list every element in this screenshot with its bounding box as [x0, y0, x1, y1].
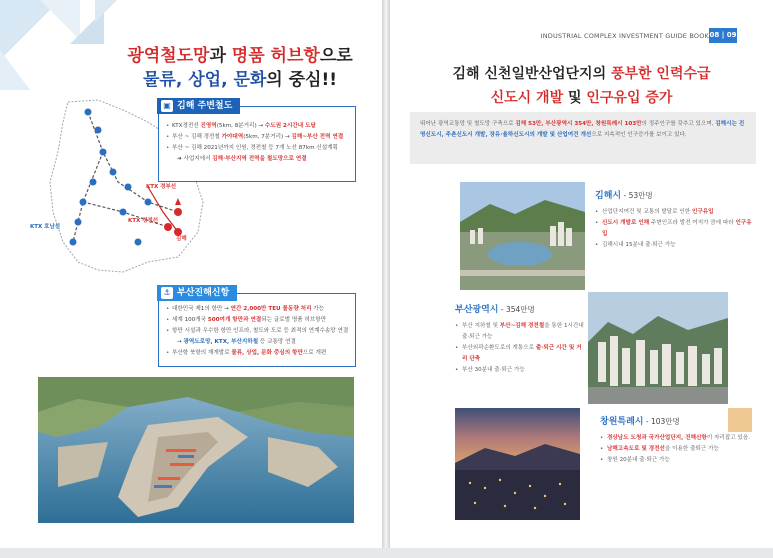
intro-text: 뛰어난 광역교통망 및 철도망 구축으로 — [420, 121, 516, 127]
intro-hl: 김해시는 진영신도시, 주촌신도시 개발, 장유·율하신도시의 개발 및 산업여건 개선 — [420, 121, 745, 138]
changwon-info — [600, 414, 750, 466]
rail-arrow-hl: 김해·부산지역 전역을 철도망으로 연결 — [212, 156, 307, 162]
city-pop: - 53만명 — [621, 191, 653, 200]
busan-city-photo — [588, 292, 728, 404]
port-bullet-hl: 연간 2,000만 TEU 물동량 처리 — [230, 306, 312, 312]
rail-bullet-list — [165, 121, 353, 165]
port-aerial-photo — [38, 377, 354, 523]
port-bullet-list — [165, 304, 353, 359]
city-bullet-hl: 신도시 개발로 인해 — [602, 220, 650, 226]
city-bullet-text: 부산 30분내 출·퇴근 가능 — [462, 367, 525, 373]
city-bullet-hl: 부산~김해 경전철 — [499, 323, 545, 329]
city-bullet — [595, 240, 755, 251]
left-page — [0, 0, 382, 548]
city-bullet — [595, 218, 755, 240]
city-bullet-hl: 남해고속도로 및 경전선 — [607, 446, 665, 452]
rail-arrow-text: ➜ 사업지에서 — [177, 156, 213, 162]
guidebook-header: INDUSTRIAL COMPLEX INVESTMENT GUIDE BOOK — [540, 32, 709, 40]
rail-bullet-text: KTX경전선 — [172, 123, 201, 129]
city-bullet — [455, 343, 585, 365]
rail-bullet-hl: 진영역 — [200, 123, 217, 129]
rail-arrow-item — [165, 154, 353, 165]
port-bullet — [165, 326, 353, 337]
gimhae-title — [595, 188, 755, 201]
ktx-gyeongbu-label: KTX 경부선 — [146, 184, 177, 190]
title-text: 및 — [563, 90, 587, 106]
rail-bullet-hl: 수도권 2시간내 도달 — [264, 123, 316, 129]
intro-text: 의 정주인구를 갖추고 있으며, — [641, 121, 716, 127]
page-numbers: 08 | 09 — [709, 28, 737, 43]
city-bullet-text: 을 통한 1시간내 출·퇴근 가능 — [462, 323, 584, 340]
gimhae-city-photo — [460, 182, 585, 290]
left-headline — [110, 44, 370, 92]
ktx-gyeongjeon-label: KTX 경전선 — [128, 218, 159, 224]
port-bullet-text: 되는 글로벌 명품 허브항만 — [261, 317, 327, 323]
city-bullet-hl: 경상남도 도청과 국가산업단지, 진해신항 — [607, 435, 707, 441]
port-arrow-item — [165, 337, 353, 348]
port-bullet-hl: 500여개 항만과 연결 — [207, 317, 262, 323]
city-bullet-hl: 출·퇴근 시간 및 거리 단축 — [462, 345, 582, 362]
ktx-honam-label: KTX 호남선 — [30, 224, 61, 230]
title-hl: 신도시 개발 — [490, 90, 564, 106]
port-info-box — [158, 288, 356, 367]
headline-text: 과 — [209, 46, 232, 66]
city-bullet-text: 창원 20분내 출·퇴근 가능 — [607, 457, 670, 463]
rail-bullet-hl: 가야대역 — [221, 134, 244, 140]
port-box-tag — [157, 285, 237, 301]
port-bullet — [165, 304, 353, 315]
port-arrow-text: → — [177, 339, 184, 345]
city-bullet — [600, 433, 750, 444]
rail-info-box — [158, 101, 356, 182]
city-name: 김해시 — [595, 191, 622, 201]
right-title — [390, 62, 773, 110]
rail-bullet-text: (5km, 8분거리) → — [216, 123, 265, 129]
city-pop: - 354만명 — [498, 305, 535, 314]
train-icon: ▣ — [161, 100, 173, 112]
rail-bullet — [165, 143, 353, 154]
city-bullet-text: 이 자리잡고 있음. — [706, 435, 751, 441]
city-bullet-hl: 인구유입 — [691, 209, 714, 215]
rail-bullet-text: 부산 ~ 김해 경전철 — [172, 134, 222, 140]
city-bullet — [455, 321, 585, 343]
port-bullet-text: 으로 개편 — [302, 350, 327, 356]
city-bullet-text: 김해시내 15분내 출·퇴근 가능 — [602, 242, 676, 248]
city-bullet-text: 부산 지하철 및 — [462, 323, 500, 329]
rail-bullet-text: (5km, 7분거리) → — [243, 134, 292, 140]
book-gutter — [382, 0, 390, 548]
city-pop: - 103만명 — [643, 417, 680, 426]
busan-title — [455, 302, 585, 315]
intro-paragraph — [410, 112, 756, 164]
rail-box-tag-label: 김해 주변철도 — [177, 101, 233, 111]
city-bullet-hl: 인구유입 — [602, 220, 752, 237]
port-bullet-text: 부산항 북항의 재개발로 — [172, 350, 232, 356]
city-bullet — [595, 207, 755, 218]
port-bullet-text: 대한민국 제1의 항만 → — [172, 306, 231, 312]
port-box-tag-label: 부산진해신항 — [177, 288, 230, 298]
port-bullet-hl: 물류, 상업, 문화 중심의 항만 — [231, 350, 303, 356]
city-bullet — [600, 455, 750, 466]
gimhae-info — [595, 188, 755, 251]
port-bullet-text: 항만 시설과 우수한 항만 인프라, 철도와 도로 등 최적의 연계수송망 연결 — [172, 328, 349, 334]
city-bullet-text: 을 이용한 출퇴근 가능 — [664, 446, 719, 452]
rail-bullet-hl: 김해~부산 전역 연결 — [291, 134, 344, 140]
port-bullet-text: 세계 100개국 — [172, 317, 208, 323]
changwon-city-photo — [455, 408, 580, 520]
changwon-title — [600, 414, 750, 427]
title-hl: 풍부한 인력수급 — [610, 66, 711, 82]
headline-text: 의 중심!! — [266, 70, 337, 90]
intro-text: 으로 지속적인 인구증가를 보이고 있다. — [591, 132, 687, 138]
headline-hub: 명품 허브항 — [231, 46, 320, 66]
rail-bullet — [165, 121, 353, 132]
port-bullet — [165, 348, 353, 359]
city-bullet — [455, 365, 585, 376]
port-bullet — [165, 315, 353, 326]
port-arrow-text: 등 교통망 연결 — [258, 339, 296, 345]
city-bullet-text: 산업단지여건 및 교통의 발달로 인한 — [602, 209, 692, 215]
port-arrow-hl: 광역도로망, KTX, 부산지하철 — [183, 339, 259, 345]
ship-icon: ⚓ — [161, 287, 173, 299]
busan-info — [455, 302, 585, 376]
city-name: 창원특례시 — [600, 417, 644, 427]
intro-hl: 김해 53만, 부산광역시 354만, 창원특례시 103만 — [515, 121, 642, 127]
right-page — [390, 0, 773, 548]
headline-rail: 광역철도망 — [127, 46, 210, 66]
title-text: 김해 신천일반산업단지의 — [452, 66, 611, 82]
headline-text: 으로 — [319, 46, 353, 66]
city-bullet-text: 부산외곽순환도로의 개통으로 — [462, 345, 536, 351]
port-bullet-text: 가능 — [311, 306, 325, 312]
city-name: 부산광역시 — [455, 305, 499, 315]
rail-bullet-text: 부산 ~ 김해 2021년까지 인원, 경전철 등 7개 노선 87km 신설계획 — [172, 145, 338, 151]
gimhae-label: 김해 — [176, 236, 187, 242]
city-bullet — [600, 444, 750, 455]
headline-center: 물류, 상업, 문화 — [143, 70, 267, 90]
title-hl: 인구유입 증가 — [586, 90, 673, 106]
rail-bullet — [165, 132, 353, 143]
city-bullet-text: 주변인프라 발전 여지가 큼에 따라 — [649, 220, 736, 226]
rail-box-tag — [157, 98, 240, 114]
